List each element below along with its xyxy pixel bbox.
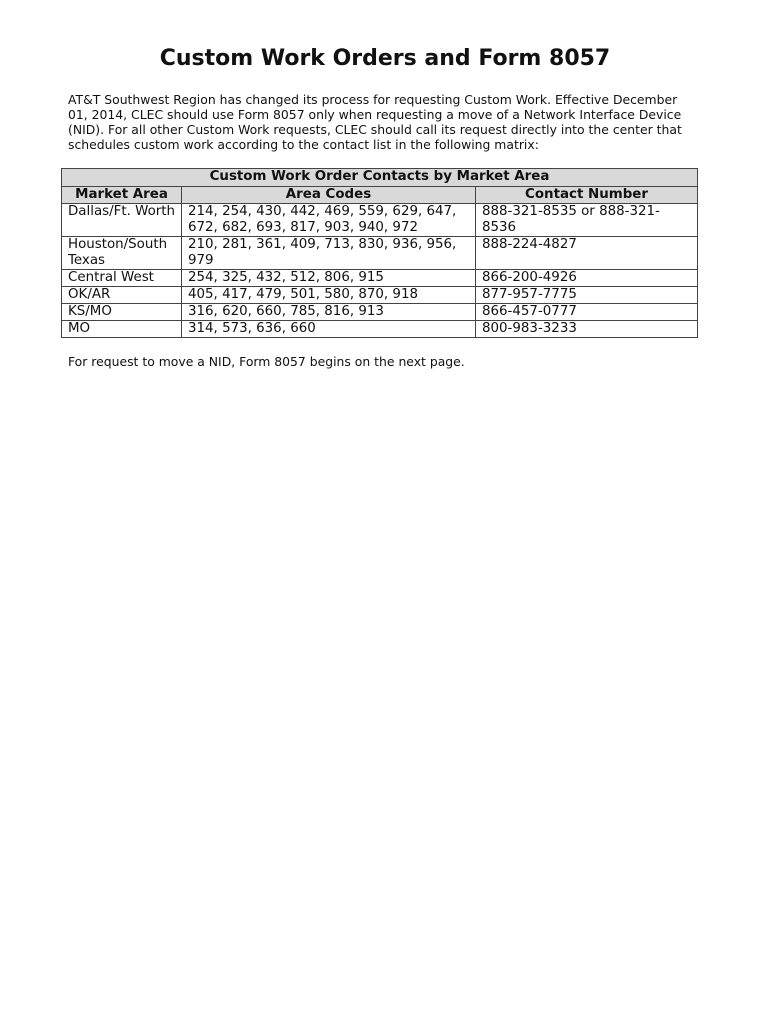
area-codes-cell: 314, 573, 636, 660 bbox=[182, 321, 476, 338]
area-codes-cell: 405, 417, 479, 501, 580, 870, 918 bbox=[182, 287, 476, 304]
table-header-row bbox=[62, 187, 698, 204]
table-row bbox=[62, 237, 698, 270]
market-area-cell: Houston/South Texas bbox=[62, 237, 182, 270]
table-caption-row bbox=[62, 169, 698, 187]
table-row bbox=[62, 287, 698, 304]
column-header-contact-number: Contact Number bbox=[476, 187, 698, 204]
contact-number-cell: 877-957-7775 bbox=[476, 287, 698, 304]
market-area-cell: Central West bbox=[62, 270, 182, 287]
area-codes-cell: 214, 254, 430, 442, 469, 559, 629, 647, 672, 682, 693, 817, 903, 940, 972 bbox=[182, 204, 476, 237]
contacts-matrix-table bbox=[61, 168, 698, 338]
area-codes-cell: 210, 281, 361, 409, 713, 830, 936, 956, 979 bbox=[182, 237, 476, 270]
contact-number-cell: 888-224-4827 bbox=[476, 237, 698, 270]
market-area-cell: Dallas/Ft. Worth bbox=[62, 204, 182, 237]
market-area-cell: OK/AR bbox=[62, 287, 182, 304]
table-row bbox=[62, 321, 698, 338]
table-row bbox=[62, 304, 698, 321]
contact-number-cell: 866-457-0777 bbox=[476, 304, 698, 321]
table-row bbox=[62, 270, 698, 287]
column-header-area-codes: Area Codes bbox=[182, 187, 476, 204]
column-header-market-area: Market Area bbox=[62, 187, 182, 204]
footer-note: For request to move a NID, Form 8057 begins on the next page. bbox=[68, 354, 465, 369]
area-codes-cell: 254, 325, 432, 512, 806, 915 bbox=[182, 270, 476, 287]
contact-number-cell: 866-200-4926 bbox=[476, 270, 698, 287]
market-area-cell: MO bbox=[62, 321, 182, 338]
table-caption: Custom Work Order Contacts by Market Area bbox=[62, 169, 698, 187]
intro-paragraph: AT&T Southwest Region has changed its process for requesting Custom Work. Effective December 01, 2014, CLEC should use Form 8057 only when requesting a move of a Network Interface Device (NID). For all other Custom Work requests, CLEC should call its request directly into the center that schedules custom work according to the contact list in the following matrix: bbox=[68, 92, 682, 152]
area-codes-cell: 316, 620, 660, 785, 816, 913 bbox=[182, 304, 476, 321]
market-area-cell: KS/MO bbox=[62, 304, 182, 321]
contact-number-cell: 800-983-3233 bbox=[476, 321, 698, 338]
contact-number-cell: 888-321-8535 or 888-321-8536 bbox=[476, 204, 698, 237]
table-row bbox=[62, 204, 698, 237]
page-title: Custom Work Orders and Form 8057 bbox=[159, 46, 611, 71]
